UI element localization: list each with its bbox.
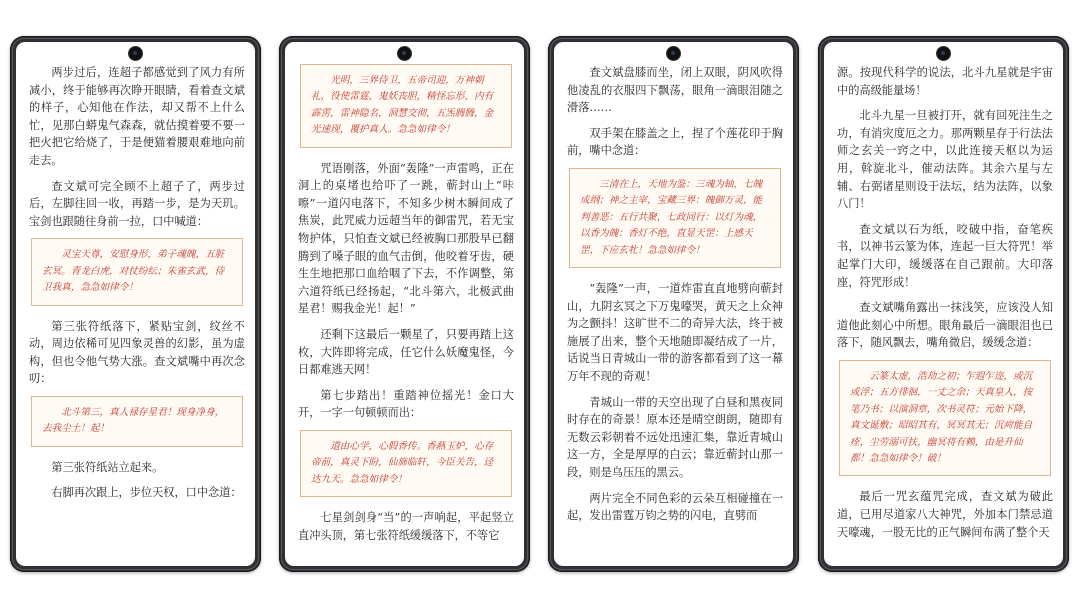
front-camera xyxy=(398,47,411,60)
front-camera xyxy=(937,47,950,60)
paragraph: 查文斌盘膝而坐，闭上双眼，阴风吹得他凌乱的衣服四下飘荡，眼角一滴眼泪随之滑落…… xyxy=(567,66,783,115)
paragraph: 咒语刚落，外面“轰隆”一声雷鸣，正在洞上的桌堵也给吓了一跳，蕲封山上“咔嚓”一道闪电落下，不知多少树木瞬间成了焦炭，此咒威力远超当年的御雷咒，若无宝物护体，只怕查文斌已经被胸口那股早已翻腾到了嗓子眼的血气击倒，他咬着牙齿，硬生生地把那口血给咽了下去，不作调整，第六道符纸已经扬起，“北斗第六，北极武曲星君！赐我金光！起！” xyxy=(298,161,514,316)
reading-content[interactable] xyxy=(298,64,514,562)
incantation-box: 道由心学，心假香传。香爇玉炉，心存帝前，真灵下盼，仙旆临轩，今臣关告，迳达九天。急急如律令！ xyxy=(300,430,512,497)
paragraph: 源。按现代科学的说法，北斗九星就是宇宙中的高级能量场！ xyxy=(837,66,1053,97)
incantation-box: 三清在上，天地为鉴：三魂为轴，七魄成纲；神之主宰，宝藏三界：魄御万灵，能判善恶：五行共聚，七政同行：以灯为魂，以香为魄：香灯不绝，直显天罡：上感天罡，下应玄牝！急急如律令！ xyxy=(569,168,781,268)
paragraph: 查文斌可完全顾不上超子了，两步过后，左脚往回一收，再踏一步，是为天玑。宝剑也跟随往身前一拉，口中喊道： xyxy=(29,179,245,228)
paragraph: 两片完全不同色彩的云朵互相碰撞在一起，发出雷霆万钧之势的闪电，直劈而 xyxy=(567,491,783,523)
paragraph: 查文斌以石为纸，咬破中指，奋笔疾书，以神书云篆为体，连起一巨大符咒！举起掌门大印，缓缓落在自己跟前。大印落座，符咒形成！ xyxy=(837,222,1053,289)
phone-screen xyxy=(16,42,255,566)
reading-content[interactable] xyxy=(29,64,245,562)
phone-screen xyxy=(554,42,793,566)
paragraph: 青城山一带的天空出现了白昼和黑夜同时存在的奇景！原本还是晴空朗朗，随即有无数云彩朝着不远处迅速汇集，靠近青城山这一方，全是厚厚的白云；靠近蕲封山那一段，则是乌压压的黑云。 xyxy=(567,395,783,479)
incantation-box: 云篆太虚，浩劫之初；乍遐乍迩，或沉或浮；五方徘徊，一丈之余；天真皇人，按笔乃书；以演洞章，次书灵符；元始下降，真文诞敷；昭昭其有，冥冥其无；沉疴能自痊，尘劳溺可扶，幽冥将有赖，由是升仙都！急急如律令！破！ xyxy=(839,360,1051,476)
incantation-box: 灵宝天尊，安慰身形，弟子魂魄，五脏玄冥。青龙白虎，对仗纷纭；朱雀玄武，侍卫我真，急急如律令！ xyxy=(31,238,243,305)
phone-3 xyxy=(548,36,799,572)
paragraph: 右脚再次跟上，步位天权，口中念道： xyxy=(51,486,242,500)
paragraph: 最后一咒玄蕴咒完成，查文斌为破此道，已用尽道家八大神咒，外加本门禁忌道天嚎魂，一股无比的正气瞬间布满了整个天 xyxy=(837,490,1053,539)
paragraph: 双手架在膝盖之上，捏了个莲花印于胸前，嘴中念道： xyxy=(567,126,783,158)
front-camera xyxy=(129,47,142,60)
phone-screen xyxy=(824,42,1063,566)
phone-screen xyxy=(285,42,524,566)
paragraph: 两步过后，连超子都感觉到了风力有所减小，终于能够再次睁开眼睛，看着查文斌的样子，心知他在作法，却又帮不上什么忙，见那白蟒鬼气森森，就估摸着要不要一把火把它给烧了，于是便猫着腰艰难地向前走去。 xyxy=(29,66,245,167)
paragraph: 第三张符纸落下，紧贴宝剑，纹丝不动，周边依稀可见四象灵兽的幻影，虽为虚构，但也令他气势大涨。查文斌嘴中再次念叨： xyxy=(29,319,245,386)
phone-4 xyxy=(818,36,1069,572)
front-camera xyxy=(667,47,680,60)
paragraph: 还剩下这最后一颗星了，只要再踏上这枚，大阵即将完成，任它什么妖魔鬼怪，今日都难逃天网！ xyxy=(298,327,514,377)
phone-2 xyxy=(279,36,530,572)
incantation-box: 光明，三界侍卫，五帝司迎，万神朝礼，役使雷霆，鬼妖丧胆，精怪忘形，内有霹雳，雷神隐名，洞慧交彻，五炁腾腾，金光速现，覆护真人。急急如律令！ xyxy=(300,64,512,148)
paragraph: 七星剑剑身“当”的一声响起，平起竖立直冲头顶，第七张符纸缓缓落下，不等它 xyxy=(298,511,514,542)
paragraph: 第三张符纸站立起来。 xyxy=(51,460,164,474)
reading-content[interactable] xyxy=(567,64,783,562)
incantation-box: 北斗第三，真人禄存星君！现身净身，去我尘土！起！ xyxy=(31,396,243,447)
paragraph: 查文斌嘴角露出一抹浅笑，应该没人知道他此刻心中所想。眼角最后一滴眼泪也已落下，随风飘去，嘴角微启，缓缓念道： xyxy=(837,301,1053,350)
paragraph: 第七步踏出！重踏神位摇光！金口大开，一字一句顿顿而出： xyxy=(298,388,514,420)
reading-content[interactable] xyxy=(837,64,1053,562)
paragraph: “轰隆”一声，一道炸雷直直地劈向蕲封山，九阴玄冥之下万鬼嚎哭，黄天之上众神为之颤抖！这旷世不二的奇异大法，终于被施展了出来，整个天地随即凝结成了一片，话说当日青城山一带的游客都看到了这一幕万年不现的奇观！ xyxy=(567,282,783,383)
phone-1 xyxy=(10,36,261,572)
paragraph: 北斗九星一旦被打开，就有回死注生之功，有消灾度厄之力。那两颗星存于行法法师之玄关一窍之中，以此连接天枢以为运用，斡旋北斗，催动法阵。其余六星与左辅、右弼诸星则设于法坛，结为法阵，以象八门！ xyxy=(837,109,1053,211)
